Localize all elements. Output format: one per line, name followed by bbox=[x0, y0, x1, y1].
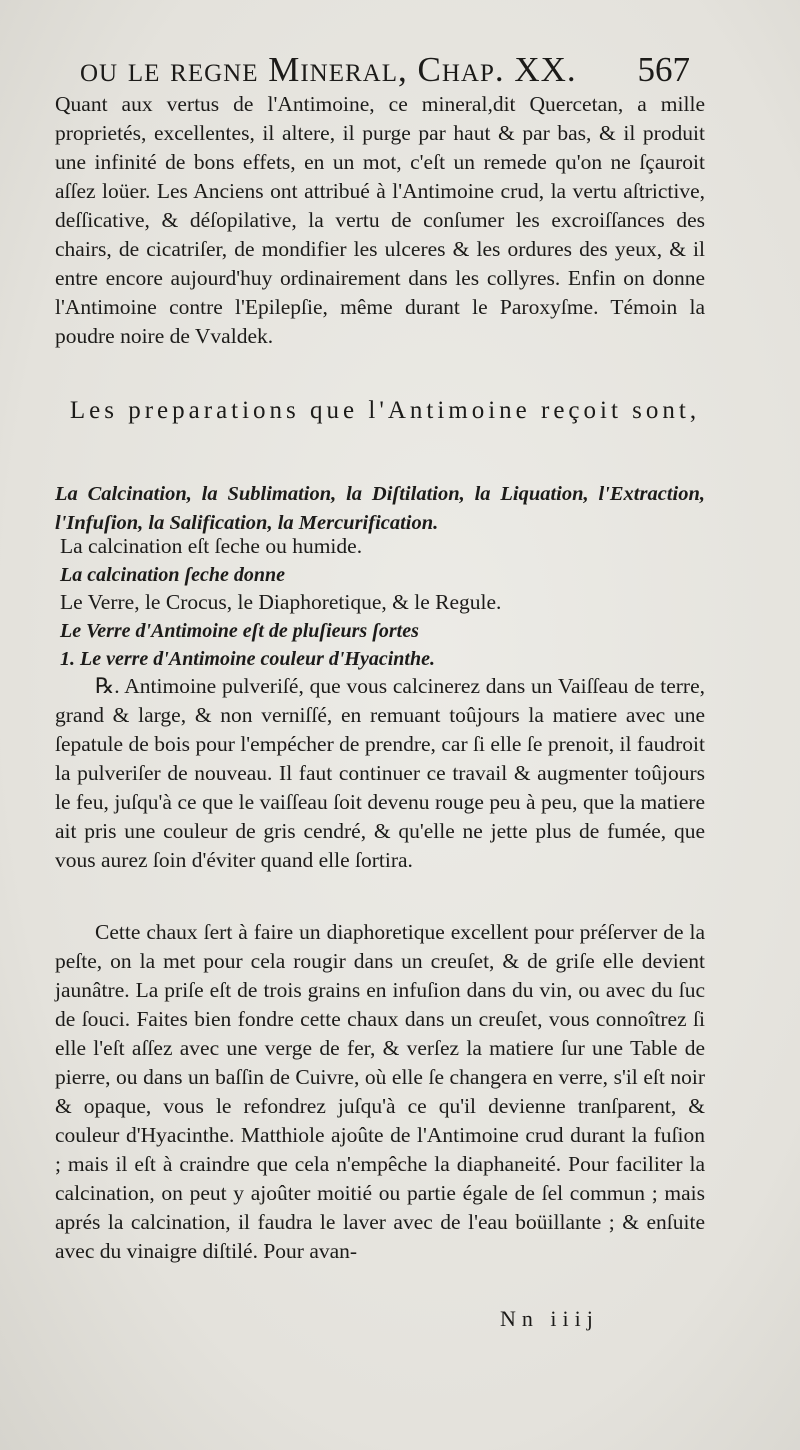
verre-hyacinthe-line: 1. Le verre d'Antimoine couleur d'Hyacinthe. bbox=[60, 648, 435, 670]
paragraph-text: ℞. Antimoine pulveriſé, que vous calcinerez dans un Vaiſſeau de terre, grand & large, & non verniſſé, en remuant toûjours la matiere avec une ſepatule de bois pour l'empécher de prendre, car ſi elle ſe prenoit, il faudroit la pulveriſer de nouveau. Il faut continuer ce travail & augmenter toûjours le feu, juſqu'à ce que le vaiſſeau ſoit devenu rouge peu à peu, que la matiere ait pris une couleur de gris cendré, & qu'elle ne jette plus de fumée, que vous aurez ſoin d'éviter quand elle ſortira. bbox=[55, 674, 705, 872]
paragraph-text: Cette chaux ſert à faire un diaphoretique excellent pour préſerver de la peſte, on la met pour cela rougir dans un creuſet, & de griſe elle devient jaunâtre. La priſe eſt de trois grains en infuſion dans du vin, ou avec du ſuc de ſouci. Faites bien fondre cette chaux dans un creuſet, vous connoîtrez ſi elle l'eſt aſſez avec une verge de fer, & verſez la matiere ſur une Table de pierre, ou dans un baſſin de Cuivre, où elle ſe changera en verre, s'il eſt noir & opaque, vous le refondrez juſqu'à ce qu'il devienne tranſparent, & couleur d'Hyacinthe. Matthiole ajoûte de l'Antimoine crud durant la fuſion ; mais il eſt à craindre que cela n'empêche la diaphaneité. Pour faciliter la calcination, on peut y ajoûter moitié ou partie égale de ſel commun ; mais aprés la calcination, il faudra le laver avec de l'eau boüillante ; & enſuite avec du vinaigre diſtilé. Pour avan- bbox=[55, 920, 705, 1263]
paragraph-virtues bbox=[55, 90, 705, 351]
signature-mark: Nn iiij bbox=[500, 1306, 599, 1331]
paragraph-recipe bbox=[55, 672, 705, 875]
calcination-line: La calcination eſt ſeche ou humide. bbox=[60, 534, 363, 558]
page-header bbox=[80, 50, 720, 90]
products-line: Le Verre, le Crocus, le Diaphoretique, & le Regule. bbox=[60, 590, 502, 614]
paragraph-text: Quant aux vertus de l'Antimoine, ce mineral,dit Quercetan, a mille proprietés, excellentes, il altere, il purge par haut & par bas, & il produit une infinité de bons effets, en un mot, c'eſt un remede qu'on ne ſçauroit aſſez loüer. Les Anciens ont attribué à l'Antimoine crud, la vertu aſtrictive, deſſicative, & déſopilative, la vertu de conſumer les excroiſſances des chairs, de cicatriſer, de mondifier les ulceres & les ordures des yeux, & il entre encore aujourd'huy ordinairement dans les collyres. Enfin on donne l'Antimoine contre l'Epilepſie, même durant le Paroxyſme. Témoin la poudre noire de Vvaldek. bbox=[55, 92, 705, 348]
paragraph-chaux bbox=[55, 918, 705, 1266]
running-head: ou le regne Mineral, Chap. XX. bbox=[80, 50, 577, 89]
page-number: 567 bbox=[637, 50, 690, 89]
preparations-list: La Calcination, la Sublimation, la Diſtilation, la Liquation, l'Extraction, l'Infuſion, la Salification, la Mercurification. bbox=[55, 483, 705, 534]
calcination-seche-line: La calcination ſeche donne bbox=[60, 564, 285, 586]
section-heading: Les preparations que l'Antimoine reçoit sont, bbox=[69, 397, 701, 424]
verre-sorts-line: Le Verre d'Antimoine eſt de pluſieurs ſortes bbox=[60, 620, 419, 642]
